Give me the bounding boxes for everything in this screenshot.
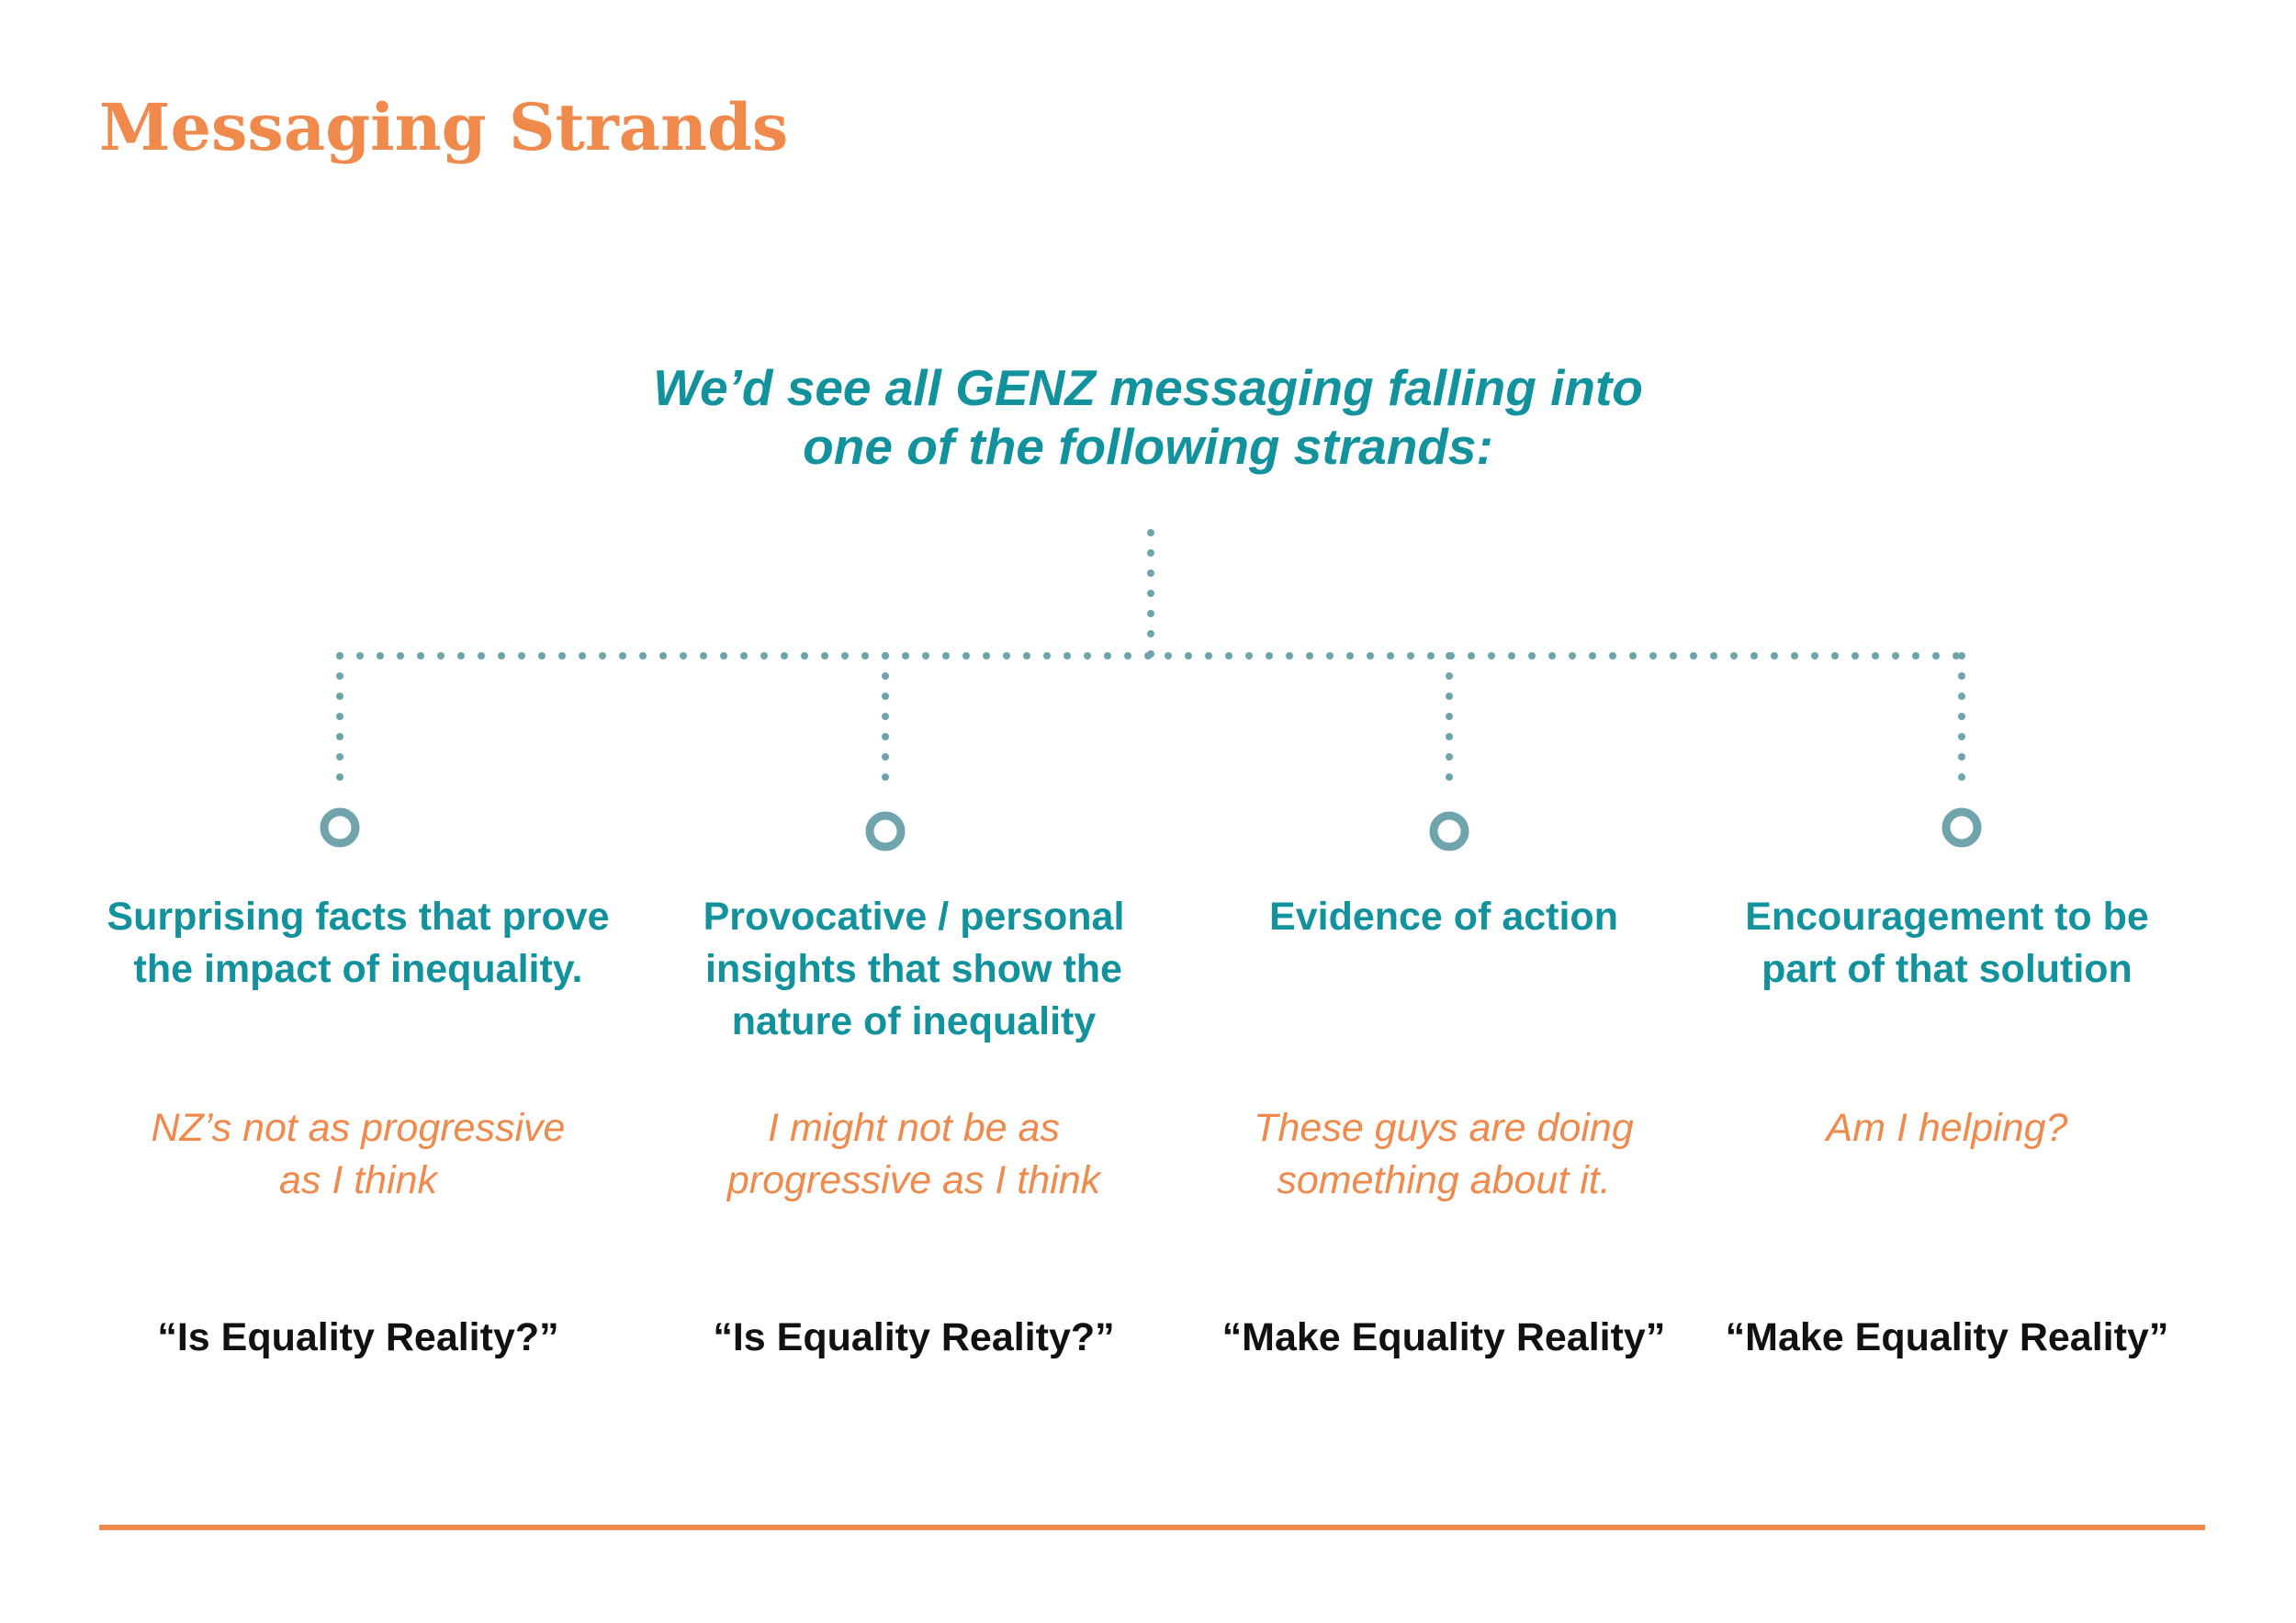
strand-tagline: “Is Equality Reality?” (157, 1315, 559, 1359)
intro-line-2: one of the following strands: (803, 418, 1493, 475)
strand-heading-line: the impact of inequality. (133, 947, 583, 991)
strand-insight-line: These guys are doing (1254, 1106, 1634, 1150)
strand-insight-line: I might not be as (768, 1106, 1060, 1150)
page-title: Messaging Strands (99, 89, 789, 165)
strand-insight-line: NZ’s not as progressive (151, 1106, 566, 1150)
strand-heading (101, 891, 615, 996)
strand-tagline: “Is Equality Reality?” (713, 1315, 1115, 1359)
node-circle-3 (1434, 816, 1465, 847)
node-circle-1 (324, 812, 355, 843)
strand-tagline: “Make Equality Reality” (1725, 1315, 2169, 1359)
strand-heading-line: Surprising facts that prove (107, 895, 610, 939)
node-circle-4 (1946, 812, 1977, 843)
strand-heading (657, 891, 1171, 1048)
footer-divider (99, 1525, 2205, 1530)
strand-tagline: “Make Equality Reality” (1221, 1315, 1666, 1359)
strand-heading-line: nature of inequality (731, 999, 1097, 1043)
strand-insight-line: something about it. (1277, 1158, 1611, 1202)
intro-line-1: We’d see all GENZ messaging falling into (653, 359, 1643, 416)
strand-heading (1690, 891, 2204, 996)
strand-insight-line: Am I helping? (1826, 1106, 2068, 1150)
node-circle-2 (870, 816, 901, 847)
strand-insight-line: progressive as I think (726, 1158, 1101, 1202)
strand-insight (1187, 1102, 1701, 1207)
strand-insight (101, 1102, 615, 1207)
strand-heading-line: Provocative / personal (703, 895, 1125, 939)
strand-insight-line: as I think (278, 1158, 438, 1202)
strand-insight (1690, 1102, 2204, 1155)
strand-insight (657, 1102, 1171, 1207)
strand-heading (1187, 891, 1701, 943)
strand-heading-line: insights that show the (705, 947, 1122, 991)
strand-heading-line: Encouragement to be (1745, 895, 2149, 939)
strand-heading-line: part of that solution (1761, 947, 2133, 991)
strand-heading-line: Evidence of action (1269, 895, 1618, 939)
